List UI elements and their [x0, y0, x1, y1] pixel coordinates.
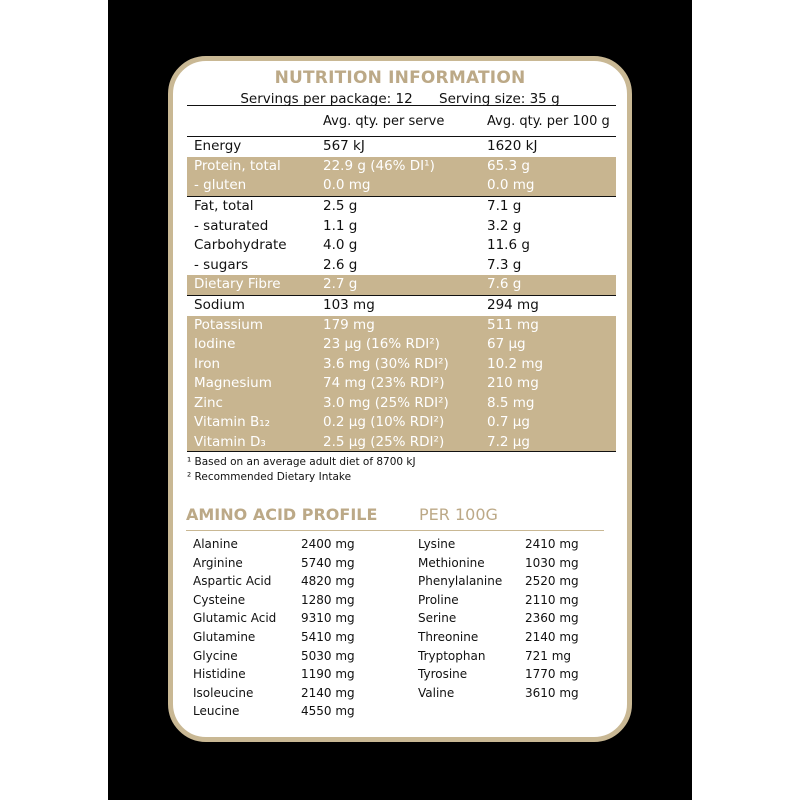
nutrition-row	[187, 176, 616, 196]
amino-name: Serine	[418, 611, 457, 626]
per-100g-value: 511 mg	[487, 316, 539, 333]
nutrient-name: Dietary Fibre	[194, 276, 281, 292]
nutrient-name: - gluten	[194, 177, 247, 193]
per-serve-value: 103 mg	[323, 296, 375, 313]
per-serve-value: 0.2 µg (10% RDI²)	[323, 414, 445, 430]
nutrition-row	[187, 217, 616, 237]
amino-acid-title: AMINO ACID PROFILE	[186, 505, 378, 524]
per-serve-value: 22.9 g (46% DI¹)	[323, 157, 435, 174]
nutrition-title: NUTRITION INFORMATION	[274, 68, 526, 88]
nutrition-table-header	[187, 106, 616, 137]
amino-name: Tryptophan	[418, 648, 486, 663]
per-100g-value: 3.2 g	[487, 217, 522, 234]
amino-value: 721 mg	[525, 648, 572, 663]
nutrition-label-panel	[168, 56, 632, 742]
nutrient-name: Vitamin B₁₂	[194, 414, 271, 430]
amino-value: 5740 mg	[301, 555, 355, 570]
amino-name: Glutamine	[193, 629, 256, 644]
per-100g-value: 7.6 g	[487, 276, 522, 292]
amino-name: Aspartic Acid	[193, 574, 272, 589]
nutrition-rows	[187, 137, 616, 452]
nutrition-row	[187, 374, 616, 394]
amino-name: Isoleucine	[193, 685, 254, 700]
nutrition-row	[187, 316, 616, 336]
per-serve-value: 2.5 g	[323, 197, 358, 214]
amino-value: 1770 mg	[525, 667, 579, 682]
amino-value: 2110 mg	[525, 592, 579, 607]
serving-size: Serving size: 35 g	[439, 91, 560, 107]
amino-name: Proline	[418, 592, 459, 607]
amino-value: 2140 mg	[525, 629, 579, 644]
per-100g-value: 10.2 mg	[487, 355, 544, 372]
nutrition-row	[187, 433, 616, 453]
per-100g-value: 8.5 mg	[487, 394, 535, 411]
amino-value: 2400 mg	[301, 537, 355, 551]
per-serve-value: 3.0 mg (25% RDI²)	[323, 394, 449, 411]
per-100g-value: 65.3 g	[487, 157, 530, 174]
nutrient-name: Zinc	[194, 394, 223, 411]
nutrition-row	[187, 335, 616, 355]
nutrient-name: Magnesium	[194, 375, 272, 391]
amino-value: 5410 mg	[301, 629, 355, 644]
nutrition-row	[187, 196, 616, 217]
footnote-rdi: ² Recommended Dietary Intake	[187, 471, 352, 483]
amino-value: 4550 mg	[301, 704, 355, 719]
nutrient-name: Iodine	[194, 336, 236, 352]
nutrient-name: Protein, total	[194, 157, 281, 174]
nutrition-row	[187, 256, 616, 276]
amino-value: 4820 mg	[301, 574, 355, 589]
column-header-per-100g: Avg. qty. per 100 g	[487, 114, 610, 129]
per-serve-value: 3.6 mg (30% RDI²)	[323, 355, 449, 372]
amino-name: Glutamic Acid	[193, 611, 277, 626]
per-100g-value: 0.7 µg	[487, 414, 530, 430]
amino-value: 2520 mg	[525, 574, 579, 589]
nutrient-name: Vitamin D₃	[194, 433, 266, 450]
per-100g-value: 1620 kJ	[487, 138, 538, 154]
amino-value: 9310 mg	[301, 611, 355, 626]
amino-name: Alanine	[193, 537, 238, 551]
amino-value: 3610 mg	[525, 685, 579, 700]
amino-name: Valine	[418, 685, 455, 700]
nutrition-row	[187, 137, 616, 157]
amino-name: Histidine	[193, 667, 246, 682]
per-100g-value: 7.3 g	[487, 256, 522, 273]
per-100g-value: 7.2 µg	[487, 433, 530, 450]
nutrient-name: Potassium	[194, 316, 264, 333]
nutrient-name: Carbohydrate	[194, 237, 287, 253]
amino-value: 2140 mg	[301, 685, 355, 700]
nutrition-row	[187, 295, 616, 316]
per-100g-value: 0.0 mg	[487, 177, 535, 193]
amino-value: 2360 mg	[525, 611, 579, 626]
nutrition-row	[187, 394, 616, 414]
nutrient-name: Energy	[194, 138, 242, 154]
amino-name: Threonine	[418, 629, 479, 644]
per-serve-value: 1.1 g	[323, 217, 358, 234]
amino-name: Phenylalanine	[418, 574, 503, 589]
per-serve-value: 2.7 g	[323, 276, 358, 292]
amino-name: Arginine	[193, 555, 243, 570]
footnotes	[187, 455, 416, 485]
amino-name: Methionine	[418, 555, 485, 570]
per-serve-value: 567 kJ	[323, 138, 365, 154]
amino-name: Leucine	[193, 704, 240, 719]
nutrient-name: - sugars	[194, 256, 249, 273]
per-serve-value: 23 µg (16% RDI²)	[323, 336, 440, 352]
amino-name: Lysine	[418, 537, 456, 551]
per-serve-value: 2.5 µg (25% RDI²)	[323, 433, 445, 450]
per-serve-value: 0.0 mg	[323, 177, 371, 193]
servings-per-package: Servings per package: 12	[240, 91, 413, 107]
nutrition-table	[187, 105, 616, 452]
nutrition-row	[187, 275, 616, 295]
amino-value: 1190 mg	[301, 667, 355, 682]
amino-value: 5030 mg	[301, 648, 355, 663]
amino-name: Cysteine	[193, 592, 246, 607]
per-100g-value: 294 mg	[487, 296, 539, 313]
nutrition-row	[187, 157, 616, 177]
nutrient-name: Sodium	[194, 296, 245, 313]
nutrition-row	[187, 355, 616, 375]
amino-name: Glycine	[193, 648, 238, 663]
per-serve-value: 179 mg	[323, 316, 375, 333]
amino-value: 1030 mg	[525, 555, 579, 570]
nutrient-name: Iron	[194, 355, 221, 372]
nutrient-name: - saturated	[194, 217, 269, 234]
amino-value: 2410 mg	[525, 537, 579, 551]
nutrition-row	[187, 236, 616, 256]
per-serve-value: 2.6 g	[323, 256, 358, 273]
per-100g-value: 67 µg	[487, 336, 526, 352]
nutrition-row	[187, 413, 616, 433]
amino-name: Tyrosine	[418, 667, 468, 682]
per-100g-value: 11.6 g	[487, 237, 530, 253]
per-serve-value: 4.0 g	[323, 237, 358, 253]
amino-value: 1280 mg	[301, 592, 355, 607]
amino-acid-subtitle: PER 100G	[419, 505, 498, 524]
per-100g-value: 210 mg	[487, 375, 539, 391]
nutrient-name: Fat, total	[194, 197, 254, 214]
column-header-per-serve: Avg. qty. per serve	[323, 114, 445, 129]
per-100g-value: 7.1 g	[487, 197, 522, 214]
amino-divider	[186, 530, 604, 531]
footnote-di: ¹ Based on an average adult diet of 8700 kJ	[187, 456, 416, 468]
per-serve-value: 74 mg (23% RDI²)	[323, 375, 445, 391]
